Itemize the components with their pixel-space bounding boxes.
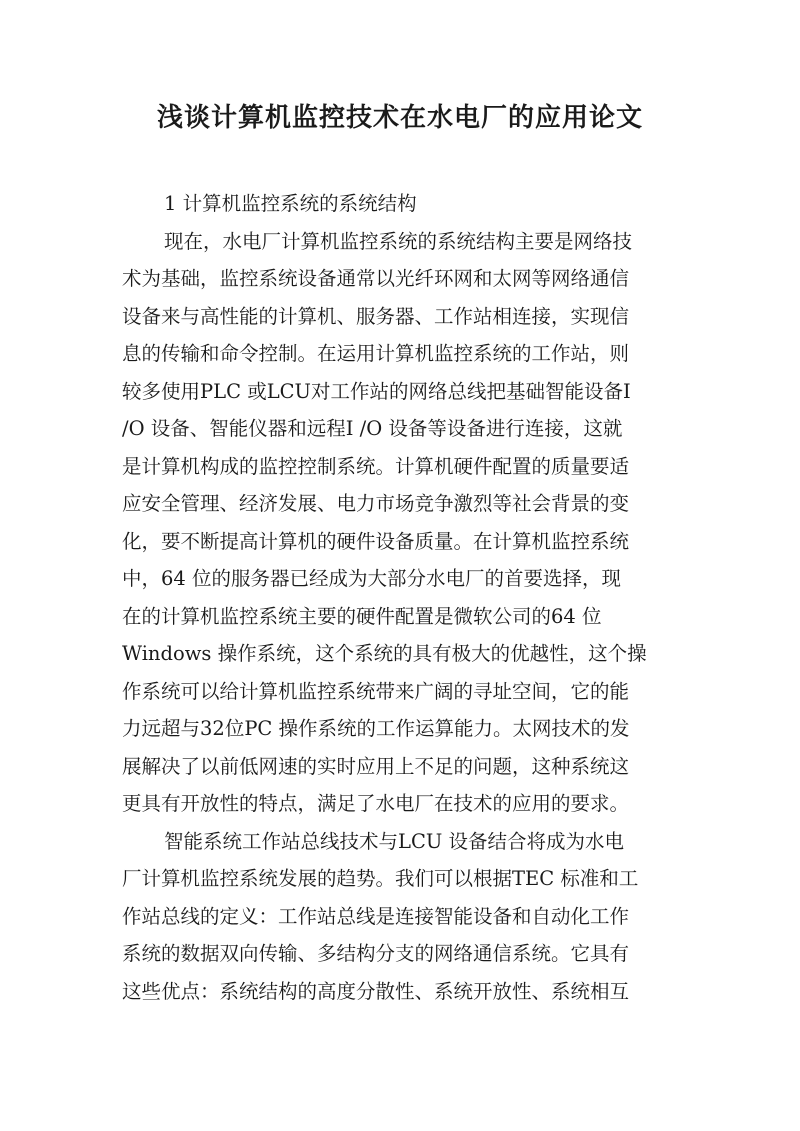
paragraph-1-line-11: 在的计算机监控系统主要的硬件配置是微软公司的64 位 xyxy=(122,604,602,628)
paragraph-1-line-12: Windows 操作系统，这个系统的具有极大的优越性，这个操 xyxy=(122,642,647,665)
document-title: 浅谈计算机监控技术在水电厂的应用论文 xyxy=(156,103,643,133)
paragraph-1-line-2: 术为基础，监控系统设备通常以光纤环网和太网等网络通信 xyxy=(122,267,630,290)
paragraph-2-line-1: 智能系统工作站总线技术与LCU 设备结合将成为水电 xyxy=(164,829,625,853)
paragraph-1-line-4: 息的传输和命令控制。在运用计算机监控系统的工作站，则 xyxy=(122,342,630,365)
document-body xyxy=(122,185,682,1010)
paragraph-2-line-3: 作站总线的定义：工作站总线是连接智能设备和自动化工作 xyxy=(122,904,630,928)
paragraph-1-line-1: 现在，水电厂计算机监控系统的系统结构主要是网络技 xyxy=(164,229,633,253)
paragraph-1-line-13: 作系统可以给计算机监控系统带来广阔的寻址空间，它的能 xyxy=(122,679,630,703)
paragraph-2-line-4: 系统的数据双向传输、多结构分支的网络通信系统。它具有 xyxy=(122,942,630,965)
paragraph-1-line-6: /O 设备、智能仪器和远程I /O 设备等设备进行连接，这就 xyxy=(122,417,623,440)
paragraph-1-line-16: 更具有开放性的特点，满足了水电厂在技术的应用的要求。 xyxy=(122,792,630,815)
paragraph-1-line-9: 化，要不断提高计算机的硬件设备质量。在计算机监控系统 xyxy=(122,529,630,553)
paragraph-2-line-2: 厂计算机监控系统发展的趋势。我们可以根据TEC 标准和工 xyxy=(122,867,639,890)
paragraph-2-line-5: 这些优点：系统结构的高度分散性、系统开放性、系统相互 xyxy=(122,979,630,1003)
paragraph-1-line-15: 展解决了以前低网速的实时应用上不足的问题，这种系统这 xyxy=(122,754,630,778)
section-heading: 1 计算机监控系统的系统结构 xyxy=(164,192,417,215)
paragraph-1-line-14: 力远超与32位PC 操作系统的工作运算能力。太网技术的发 xyxy=(122,717,630,740)
paragraph-1-line-8: 应安全管理、经济发展、电力市场竞争激烈等社会背景的变 xyxy=(122,492,630,515)
paragraph-1-line-10: 中，64 位的服务器已经成为大部分水电厂的首要选择，现 xyxy=(122,567,622,590)
paragraph-1-line-3: 设备来与高性能的计算机、服务器、工作站相连接，实现信 xyxy=(122,304,630,328)
paragraph-1-line-7: 是计算机构成的监控控制系统。计算机硬件配置的质量要适 xyxy=(122,454,630,478)
paragraph-1-line-5: 较多使用PLC 或LCU对工作站的网络总线把基础智能设备I xyxy=(122,379,631,403)
